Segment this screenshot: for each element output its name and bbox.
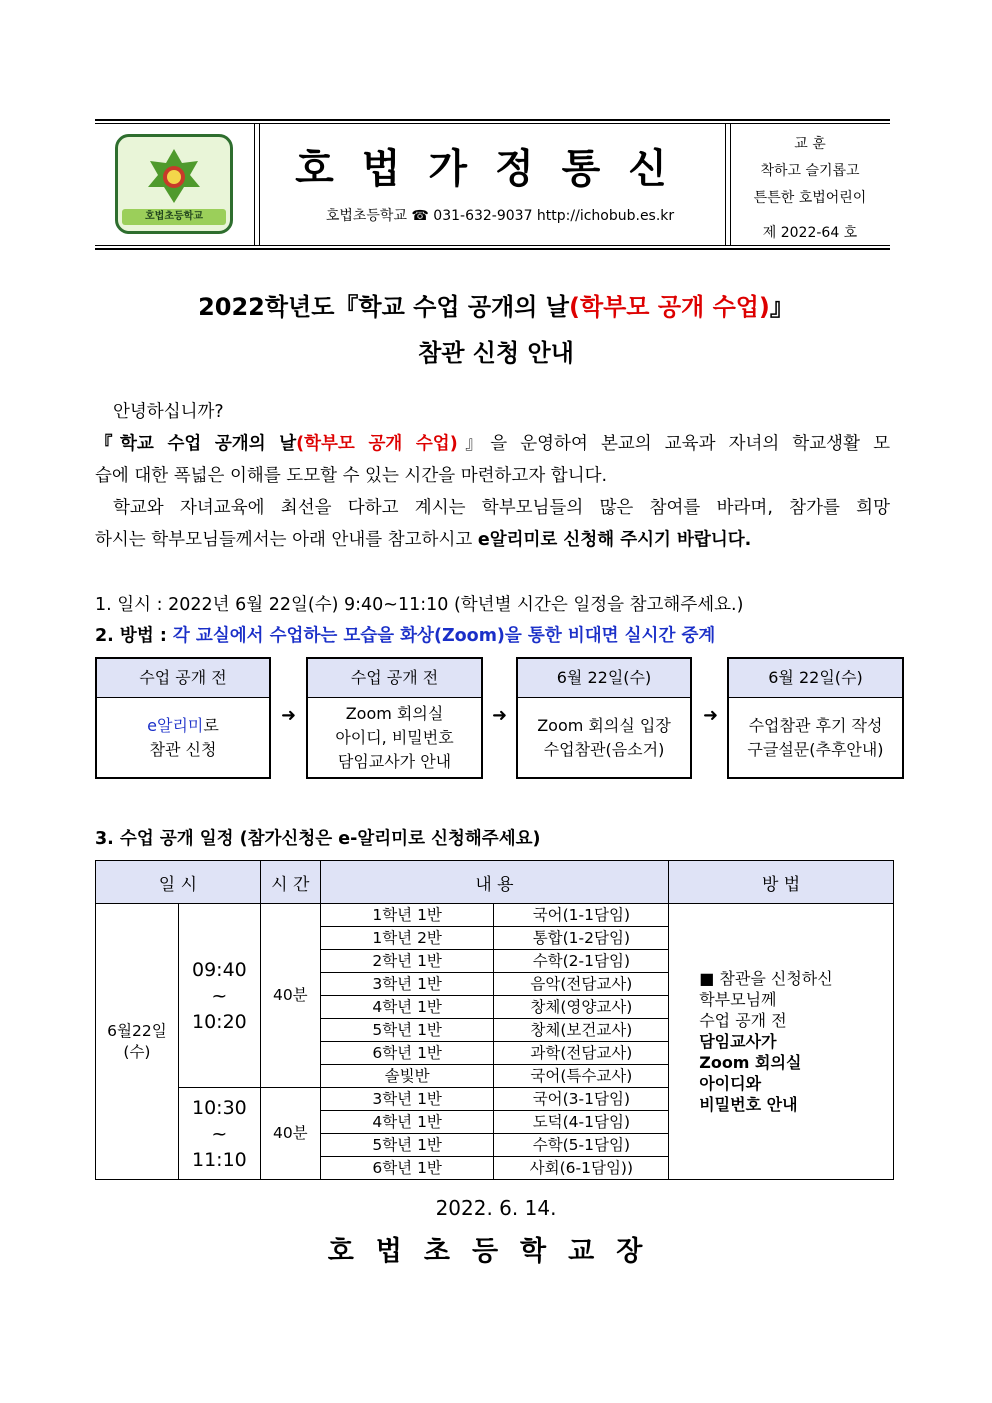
- class-cell: 1학년 1반: [320, 904, 494, 927]
- header-top-rule: [95, 119, 890, 121]
- time-start: 09:40: [191, 958, 247, 981]
- class-cell: 2학년 1반: [320, 950, 494, 973]
- subject-cell: 창체(보건교사): [494, 1019, 669, 1042]
- item-method-text: 각 교실에서 수업하는 모습을 화상(Zoom)을 통한 비대면 실시간 중계: [172, 626, 716, 646]
- intro-text: 』을 운영하여 본교의 교육과 자녀의 학교생활 모: [457, 434, 890, 454]
- principal-signature: 호법초등학교장: [327, 1236, 665, 1267]
- greeting: 안녕하십니까?: [113, 402, 224, 422]
- subject-cell: 음악(전담교사): [494, 973, 669, 996]
- newsletter-title: 호법가정통신: [295, 146, 695, 192]
- item-date-label: 1. 일시 : 2022년 6월 22일(수) 9:40~11:10: [95, 595, 449, 615]
- method-line: ■ 참관을 신청하신: [699, 969, 833, 988]
- process-step-header: 수업 공개 전: [97, 659, 269, 698]
- intro-paragraph2-line1: 학교와 자녀교육에 최선을 다하고 계시는 학부모님들의 많은 참여를 바라며, 참가를 희망: [113, 498, 890, 518]
- intro-paragraph1-line2: 습에 대한 폭넓은 이해를 도모할 수 있는 시간을 마련하고자 합니다.: [95, 466, 608, 486]
- time-slot-1: [178, 904, 260, 1088]
- header-top-rule-thin: [95, 123, 890, 124]
- process-step-2: [306, 657, 483, 779]
- process-step-text: Zoom 회의실 입장: [537, 716, 671, 735]
- class-cell: 6학년 1반: [320, 1042, 494, 1065]
- motto-line: 튼튼한 호법어린이: [753, 190, 867, 206]
- schedule-date: [96, 904, 179, 1180]
- process-step-header: 6월 22일(수): [518, 659, 690, 698]
- motto-line: 착하고 슬기롭고: [760, 163, 860, 179]
- process-step-text: 아이디, 비밀번호: [335, 728, 454, 747]
- e-alimi-text: e알리미: [147, 716, 204, 735]
- method-line: 담임교사가: [699, 1032, 777, 1051]
- process-step-text: 구글설문(추후안내): [747, 740, 884, 759]
- school-logo: [115, 134, 233, 234]
- method-line: 비밀번호 안내: [699, 1095, 798, 1114]
- item-method: [95, 622, 715, 647]
- class-cell: 솔빛반: [320, 1065, 494, 1088]
- subject-cell: 통합(1-2담임): [494, 927, 669, 950]
- item-schedule-label: 3. 수업 공개 일정 (참가신청은 e-알리미로 신청해주세요): [95, 829, 541, 849]
- time-sep: ~: [211, 984, 228, 1007]
- header-divider: [730, 123, 731, 246]
- class-cell: 4학년 1반: [320, 1111, 494, 1134]
- class-cell: 3학년 1반: [320, 973, 494, 996]
- class-cell: 1학년 2반: [320, 927, 494, 950]
- item-date-note: (학년별 시간은 일정을 참고해주세요.): [448, 595, 744, 615]
- process-step-header: 수업 공개 전: [308, 659, 481, 698]
- intro-text: 하시는 학부모님들께서는 아래 안내를 참고하시고: [95, 530, 478, 550]
- subject-cell: 수학(5-1담임): [494, 1134, 669, 1157]
- method-cell: [669, 904, 894, 1180]
- issue-number: 제 2022-64 호: [762, 225, 858, 241]
- subject-cell: 도덕(4-1담임): [494, 1111, 669, 1134]
- header-divider: [254, 123, 255, 246]
- method-line: 학부모님께: [699, 990, 777, 1009]
- time-start: 10:30: [191, 1096, 247, 1119]
- header-datetime: 일 시: [96, 861, 261, 904]
- duration-2: 40분: [260, 1088, 320, 1180]
- item-date: [95, 591, 743, 616]
- class-cell: 6학년 1반: [320, 1157, 494, 1180]
- subject-cell: 창체(영양교사): [494, 996, 669, 1019]
- school-emblem-icon: [146, 147, 202, 207]
- schedule-table: [95, 860, 894, 1180]
- subject-cell: 사회(6-1담임)): [494, 1157, 669, 1180]
- header-method: 방 법: [669, 861, 894, 904]
- process-step-text: 참관 신청: [149, 740, 217, 759]
- intro-emphasis: e알리미로 신청해 주시기 바랍니다.: [477, 530, 752, 550]
- method-line: Zoom 회의실: [699, 1053, 802, 1072]
- subject-cell: 과학(전담교사): [494, 1042, 669, 1065]
- headline-line2: 참관 신청 안내: [418, 339, 574, 367]
- motto-title: 교 훈: [794, 136, 826, 152]
- subject-cell: 수학(2-1담임): [494, 950, 669, 973]
- time-slot-2: [178, 1088, 260, 1180]
- process-step-text: 담임교사가 안내: [337, 752, 452, 771]
- header-duration: 시 간: [260, 861, 320, 904]
- headline-text: 』: [769, 293, 794, 321]
- newsletter-header: [95, 119, 890, 250]
- school-motto: [735, 131, 885, 212]
- arrow-right-icon: ➜: [281, 705, 297, 726]
- header-bottom-rule: [95, 248, 890, 250]
- day-text: (수): [123, 1042, 151, 1061]
- time-sep: ~: [211, 1122, 228, 1145]
- header-bottom-rule-thin: [95, 245, 890, 246]
- header-content: 내 용: [320, 861, 668, 904]
- intro-paragraph2-line2: [95, 524, 890, 556]
- issue-date: 2022. 6. 14.: [435, 1196, 557, 1220]
- headline-text: 2022학년도『학교 수업 공개의 날: [198, 293, 569, 321]
- method-line: 수업 공개 전: [699, 1011, 787, 1030]
- headline-highlight: (학부모 공개 수업): [568, 293, 770, 321]
- headline-line1: [0, 287, 992, 322]
- class-cell: 3학년 1반: [320, 1088, 494, 1111]
- process-step-text: 로: [203, 716, 219, 735]
- method-line: 아이디와: [699, 1074, 762, 1093]
- time-end: 11:10: [191, 1148, 247, 1171]
- class-cell: 4학년 1반: [320, 996, 494, 1019]
- duration-1: 40분: [260, 904, 320, 1088]
- subject-cell: 국어(3-1담임): [494, 1088, 669, 1111]
- class-cell: 5학년 1반: [320, 1019, 494, 1042]
- class-cell: 5학년 1반: [320, 1134, 494, 1157]
- process-step-text: 수업참관 후기 작성: [748, 716, 883, 735]
- school-contact: 호법초등학교 ☎ 031-632-9037 http://ichobub.es.kr: [325, 208, 675, 224]
- subject-cell: 국어(특수교사): [494, 1065, 669, 1088]
- process-step-header: 6월 22일(수): [729, 659, 902, 698]
- event-highlight: (학부모 공개 수업): [296, 434, 458, 454]
- intro-paragraph1-line1: [95, 428, 890, 460]
- item-method-label: 2. 방법 :: [95, 626, 173, 646]
- arrow-right-icon: ➜: [703, 705, 719, 726]
- process-step-1: [95, 657, 271, 779]
- process-step-text: Zoom 회의실: [345, 704, 444, 723]
- event-name: 『학교 수업 공개의 날: [95, 434, 297, 454]
- subject-cell: 국어(1-1담임): [494, 904, 669, 927]
- date-text: 6월22일: [107, 1021, 167, 1040]
- logo-text: 호법초등학교: [122, 209, 226, 225]
- process-step-4: [727, 657, 904, 779]
- process-step-text: 수업참관(음소거): [543, 740, 665, 759]
- time-end: 10:20: [191, 1010, 247, 1033]
- process-step-3: [516, 657, 692, 779]
- arrow-right-icon: ➜: [492, 705, 508, 726]
